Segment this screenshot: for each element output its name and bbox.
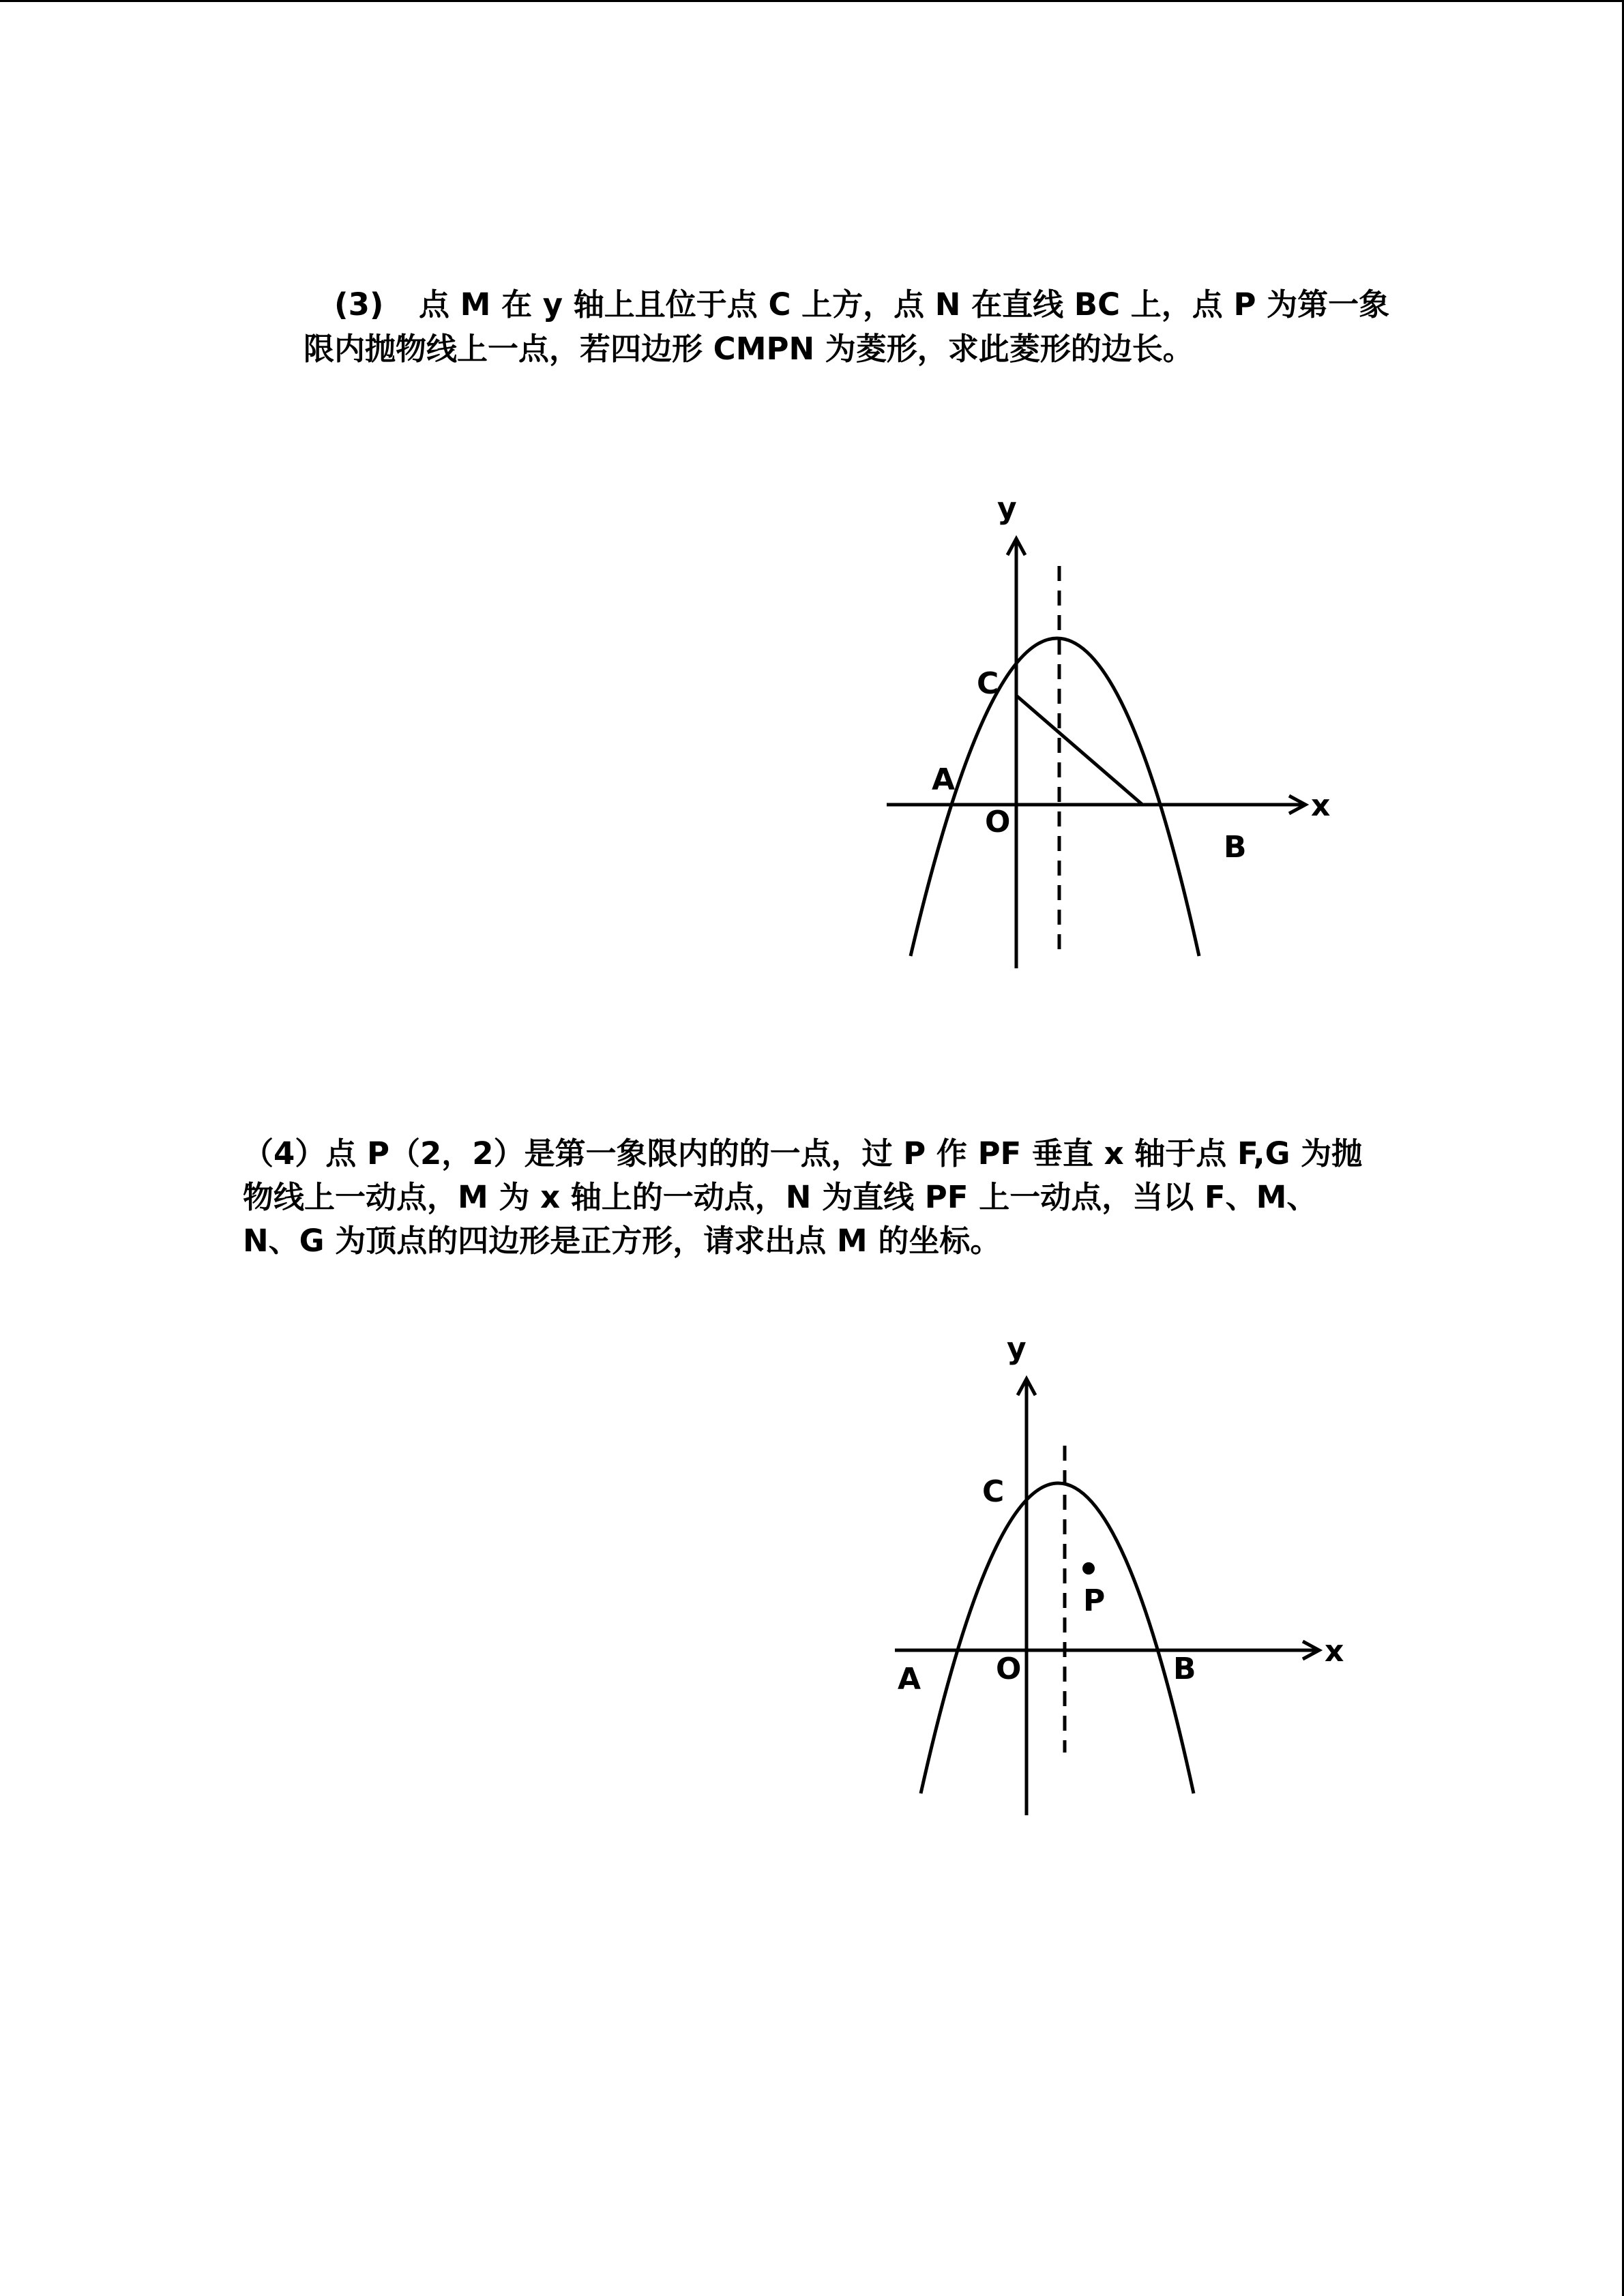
- figure1-parabola-diagram: [880, 491, 1357, 982]
- question4-text-line1: （4）点 P（2，2）是第一象限内的的一点，过 P 作 PF 垂直 x 轴于点 F,G 为抛: [243, 1135, 1363, 1172]
- figure2-point-p: [1082, 1562, 1095, 1575]
- figure1-label-x: x: [1311, 788, 1331, 823]
- question3-number: (3): [334, 286, 384, 323]
- figure1-label-a: A: [932, 762, 956, 797]
- top-border: [0, 0, 1624, 2]
- question3-text-line2: 限内抛物线上一点，若四边形 CMPN 为菱形，求此菱形的边长。: [304, 331, 1194, 367]
- figure1-label-o: O: [985, 805, 1011, 839]
- figure2-label-y: y: [1007, 1331, 1027, 1366]
- figure1-line-bc: [1016, 696, 1142, 805]
- figure2-parabola-diagram: [887, 1330, 1364, 1821]
- figure2-label-x: x: [1325, 1634, 1344, 1669]
- figure1-parabola: [911, 638, 1199, 956]
- figure2-label-b: B: [1173, 1652, 1196, 1686]
- figure2-label-p: P: [1083, 1583, 1106, 1618]
- figure2-label-o: O: [996, 1652, 1022, 1686]
- figure2-parabola: [921, 1483, 1194, 1793]
- figure2-label-c: C: [982, 1474, 1005, 1509]
- figure1-label-c: C: [977, 666, 999, 701]
- question3-text-line1: 点 M 在 y 轴上且位于点 C 上方，点 N 在直线 BC 上，点 P 为第一象: [419, 286, 1390, 323]
- question4-text-line3: N、G 为顶点的四边形是正方形，请求出点 M 的坐标。: [243, 1223, 1001, 1259]
- figure2-label-a: A: [898, 1662, 921, 1697]
- question4-text-line2: 物线上一动点，M 为 x 轴上的一动点，N 为直线 PF 上一动点，当以 F、M、: [243, 1179, 1318, 1215]
- figure1-label-y: y: [997, 491, 1017, 526]
- figure1-label-b: B: [1224, 830, 1247, 865]
